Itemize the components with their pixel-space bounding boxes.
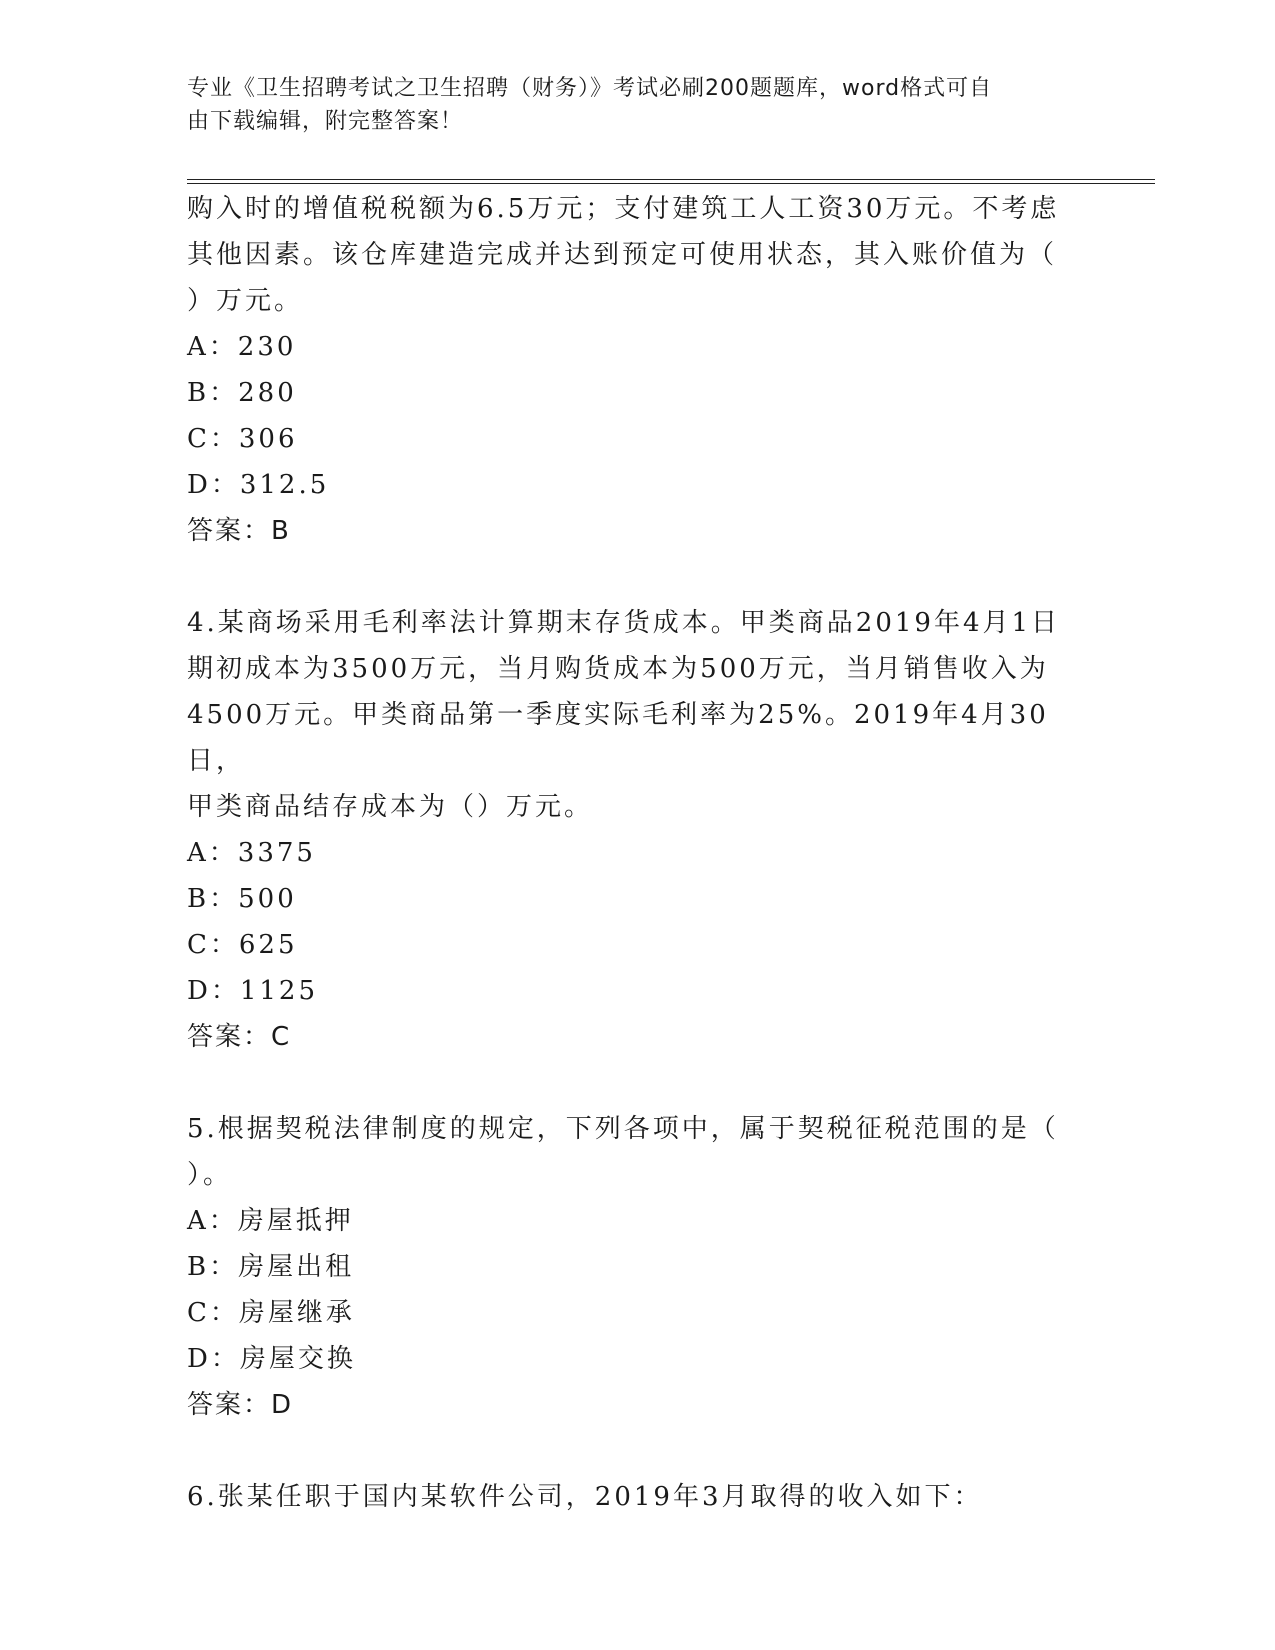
question-text-line: 甲类商品结存成本为（）万元。 bbox=[187, 792, 594, 822]
question-text-line: 5.根据契税法律制度的规定，下列各项中，属于契税征税范围的是（ bbox=[187, 1114, 1059, 1144]
option-b: B：房屋出租 bbox=[187, 1252, 355, 1282]
option-d: D：312.5 bbox=[187, 470, 330, 500]
option-b: B：280 bbox=[187, 378, 297, 408]
question-4 bbox=[187, 600, 1077, 1060]
option-a: A：230 bbox=[187, 332, 297, 362]
question-text-line: ）万元。 bbox=[187, 286, 304, 316]
question-text-line: 期初成本为3500万元，当月购货成本为500万元，当月销售收入为 bbox=[187, 654, 1049, 684]
question-text-line: 购入时的增值税税额为6.5万元；支付建筑工人工资30万元。不考虑 bbox=[187, 194, 1060, 224]
option-c: C：625 bbox=[187, 930, 298, 960]
option-d: D：房屋交换 bbox=[187, 1344, 356, 1374]
question-6 bbox=[187, 1474, 1077, 1520]
question-text-line: 6.张某任职于国内某软件公司，2019年3月取得的收入如下： bbox=[187, 1482, 983, 1512]
question-text-line: 其他因素。该仓库建造完成并达到预定可使用状态，其入账价值为（ bbox=[187, 240, 1058, 270]
option-c: C：306 bbox=[187, 424, 298, 454]
question-text-line: 4.某商场采用毛利率法计算期末存货成本。甲类商品2019年4月1日 bbox=[187, 608, 1061, 638]
header-divider-bottom bbox=[187, 183, 1155, 184]
option-a: A：3375 bbox=[187, 838, 316, 868]
answer-line: 答案：C bbox=[187, 1022, 292, 1052]
question-5 bbox=[187, 1106, 1077, 1428]
document-header bbox=[187, 72, 1067, 138]
spacer bbox=[187, 1060, 1077, 1106]
option-b: B：500 bbox=[187, 884, 297, 914]
document-body bbox=[187, 186, 1077, 1520]
spacer bbox=[187, 554, 1077, 600]
answer-line: 答案：B bbox=[187, 516, 291, 546]
answer-line: 答案：D bbox=[187, 1390, 294, 1420]
question-3-continuation bbox=[187, 186, 1077, 554]
option-c: C：房屋继承 bbox=[187, 1298, 355, 1328]
question-text-line: ）。 bbox=[187, 1160, 233, 1190]
header-divider-top bbox=[187, 179, 1155, 180]
question-text-line: 4500万元。甲类商品第一季度实际毛利率为25%。2019年4月30日， bbox=[187, 700, 1049, 776]
header-line-1: 专业《卫生招聘考试之卫生招聘（财务）》考试必刷200题题库，word格式可自 bbox=[187, 76, 993, 101]
spacer bbox=[187, 1428, 1077, 1474]
header-line-2: 由下载编辑，附完整答案！ bbox=[187, 109, 464, 134]
option-a: A：房屋抵押 bbox=[187, 1206, 354, 1236]
option-d: D：1125 bbox=[187, 976, 319, 1006]
